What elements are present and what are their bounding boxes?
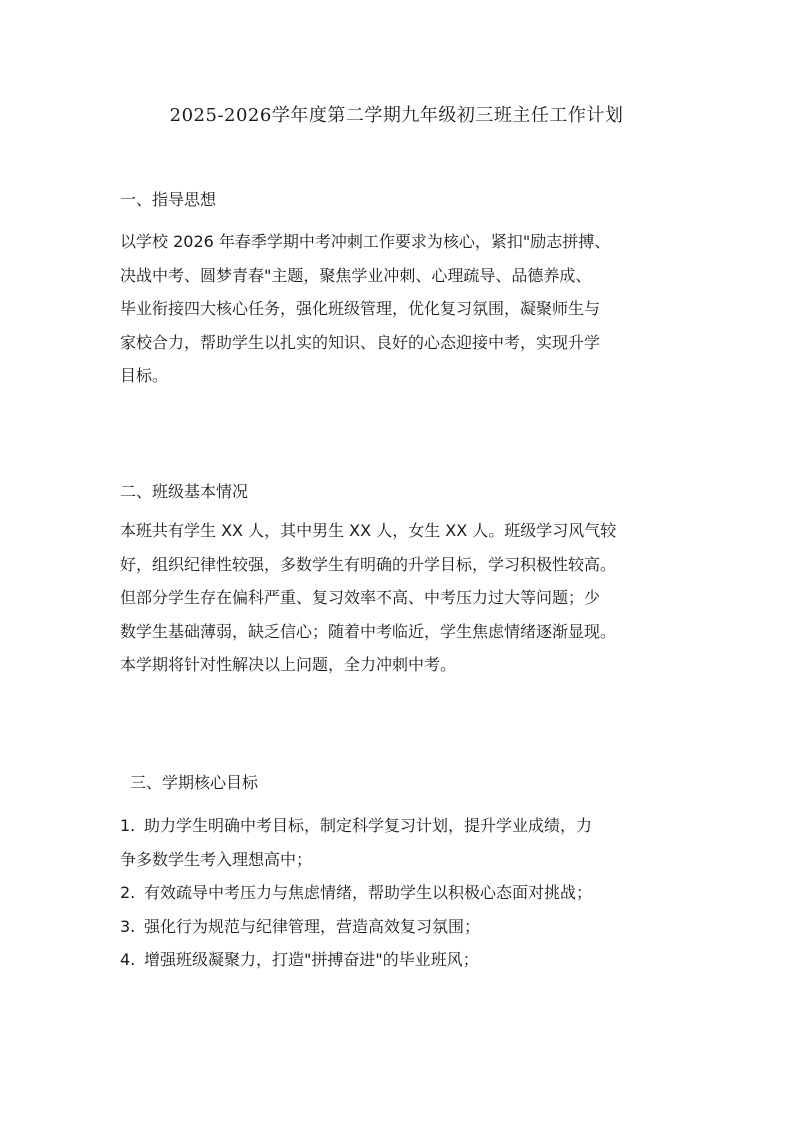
core-goals-list	[120, 809, 678, 977]
list-item	[120, 910, 678, 944]
paragraph-line: 本学期将针对性解决以上问题，全力冲刺中考。	[120, 655, 457, 674]
paragraph-line: 决战中考、圆梦青春"主题，聚焦学业冲刺、心理疏导、品德养成、	[120, 265, 592, 285]
paragraph-line: 目标。	[120, 366, 169, 385]
paragraph-line: 家校合力，帮助学生以扎实的知识、良好的心态迎接中考，实现升学	[120, 332, 601, 352]
paragraph-line: 毕业衔接四大核心任务，强化班级管理，优化复习氛围，凝聚师生与	[120, 299, 601, 318]
section-body-class-overview	[120, 514, 678, 682]
list-item	[120, 809, 678, 843]
list-item-number: 4.	[120, 950, 136, 969]
document-title: 2025-2026学年度第二学期九年级初三班主任工作计划	[169, 105, 624, 126]
list-item-number: 2.	[120, 883, 136, 902]
paragraph-line: 本班共有学生 XX 人，其中男生 XX 人，女生 XX 人。班级学习风气较	[120, 521, 617, 540]
list-item-continuation	[120, 843, 678, 877]
paragraph-line: 但部分学生存在偏科严重、复习效率不高、中考压力过大等问题；少	[120, 588, 601, 607]
list-item-text: 强化行为规范与纪律管理，营造高效复习氛围；	[144, 916, 481, 936]
list-item-number: 1.	[120, 816, 136, 835]
section-body-guiding-ideology	[120, 225, 678, 393]
list-item-text: 有效疏导中考压力与焦虑情绪，帮助学生以积极心态面对挑战；	[144, 883, 593, 902]
paragraph-line: 以学校 2026 年春季学期中考冲刺工作要求为核心，紧扣"励志拼搏、	[120, 232, 611, 251]
list-item-text: 助力学生明确中考目标，制定科学复习计划，提升学业成绩，力	[144, 816, 593, 835]
list-item	[120, 876, 678, 910]
section-heading-guiding-ideology: 一、指导思想	[120, 190, 217, 209]
list-item-text: 争多数学生考入理想高中；	[120, 849, 313, 869]
section-heading-class-overview: 二、班级基本情况	[120, 482, 249, 501]
section-heading-core-goals: 三、学期核心目标	[130, 773, 259, 792]
paragraph-line: 好，组织纪律性较强，多数学生有明确的升学目标，学习积极性较高。	[120, 554, 617, 574]
list-item	[120, 943, 678, 977]
paragraph-line: 数学生基础薄弱，缺乏信心；随着中考临近，学生焦虑情绪逐渐显现。	[120, 621, 617, 641]
list-item-number: 3.	[120, 916, 136, 936]
list-item-text: 增强班级凝聚力，打造"拼搏奋进"的毕业班风；	[144, 950, 479, 969]
